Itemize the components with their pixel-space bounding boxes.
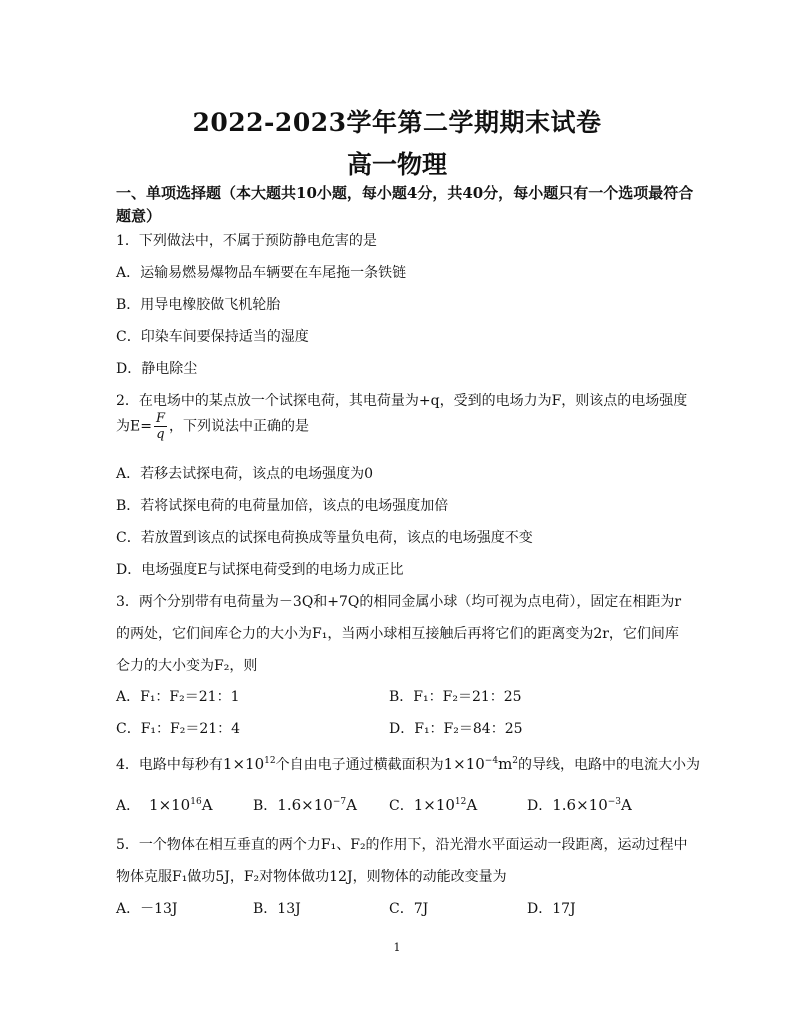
q4-cross-section-unit-exponent: 2 — [512, 756, 519, 766]
q4-electron-count-base: 1×10 — [222, 755, 265, 773]
q4-option-b-unit: A — [346, 796, 357, 814]
q4-electron-count — [223, 755, 276, 773]
q3-option-a: A．F₁：F₂＝21：1 — [116, 689, 240, 705]
page-title: 2022-2023学年第二学期期末试卷 — [192, 108, 602, 137]
q2-option-b: B．若将试探电荷的电荷量加倍，该点的电场强度加倍 — [116, 498, 449, 514]
q4-option-c-base: 1×10 — [413, 796, 455, 814]
q4-option-a-exponent: 16 — [190, 797, 202, 807]
q4-option-d-base: 1.6×10 — [552, 796, 608, 814]
page-number: 1 — [393, 941, 401, 954]
q4-option-a — [116, 795, 213, 815]
q4-option-a-base: 1×10 — [149, 796, 191, 814]
q4-option-a-unit: A — [201, 796, 213, 814]
q2-option-d: D．电场强度E与试探电荷受到的电场力成正比 — [116, 562, 404, 578]
q4-stem-part1: 4．电路中每秒有 — [116, 757, 223, 773]
section-heading: 一、单项选择题（本大题共10小题，每小题4分，共40分，每小题只有一个选项最符合题意） — [116, 184, 694, 225]
q3-stem-line3: 仑力的大小变为F₂，则 — [116, 658, 258, 674]
q2-formula-fraction — [154, 411, 167, 442]
q5-stem-line1: 5．一个物体在相互垂直的两个力F₁、F₂的作用下，沿光滑水平面运动一段距离，运动过程中 — [116, 837, 688, 853]
q4-cross-section — [444, 755, 518, 773]
q4-option-a-label: A． — [116, 798, 141, 814]
q1-option-d: D．静电除尘 — [116, 361, 198, 377]
page-subtitle: 高一物理 — [346, 150, 447, 179]
q4-option-d-exponent: −3 — [607, 797, 622, 807]
q3-stem-line1: 3．两个分别带有电荷量为－3Q和+7Q的相同金属小球（均可视为点电荷），固定在相距为r — [116, 594, 682, 610]
q4-stem-part2: 个自由电子通过横截面积为 — [275, 757, 444, 773]
q2-stem-line2 — [116, 411, 309, 442]
q4-option-d-label: D． — [527, 798, 553, 814]
q5-option-b: B．13J — [253, 901, 301, 917]
q4-option-d-unit: A — [621, 796, 632, 814]
q4-option-b — [253, 795, 357, 815]
q5-option-d: D．17J — [527, 901, 576, 917]
q4-option-c-label: C． — [389, 798, 414, 814]
q4-cross-section-base: 1×10 — [443, 755, 485, 773]
q4-option-b-label: B． — [253, 798, 278, 814]
q4-electron-count-exponent: 12 — [264, 756, 276, 766]
q3-option-b: B．F₁：F₂＝21：25 — [389, 689, 522, 705]
q2-option-c: C．若放置到该点的试探电荷换成等量负电荷，该点的电场强度不变 — [116, 530, 533, 546]
q3-option-d: D．F₁：F₂＝84：25 — [389, 721, 523, 737]
q5-option-c: C．7J — [389, 901, 429, 917]
q4-option-b-exponent: −7 — [332, 797, 347, 807]
q1-option-b: B．用导电橡胶做飞机轮胎 — [116, 297, 281, 313]
q2-stem-line1: 2．在电场中的某点放一个试探电荷，其电荷量为+q，受到的电场力为F，则该点的电场强度 — [116, 393, 688, 409]
q1-stem: 1．下列做法中，不属于预防静电危害的是 — [116, 233, 377, 249]
q2-stem-suffix: ，下列说法中正确的是 — [168, 418, 309, 435]
q2-fraction-denominator: q — [156, 427, 165, 442]
q3-option-c: C．F₁：F₂＝21：4 — [116, 721, 241, 737]
q4-stem-part3: 的导线，电路中的电流大小为 — [518, 757, 701, 773]
q2-fraction-numerator: F — [155, 411, 165, 426]
q2-option-a: A．若移去试探电荷，该点的电场强度为0 — [116, 466, 374, 482]
q4-option-b-base: 1.6×10 — [277, 796, 333, 814]
q4-cross-section-exponent: −4 — [484, 756, 499, 766]
q4-option-c — [389, 795, 477, 815]
q1-option-a: A．运输易燃易爆物品车辆要在车尾拖一条铁链 — [116, 265, 407, 281]
q5-stem-line2: 物体克服F₁做功5J，F₂对物体做功12J，则物体的动能改变量为 — [116, 869, 507, 885]
q4-cross-section-unit: m — [498, 755, 513, 773]
q4-option-c-exponent: 12 — [454, 797, 467, 807]
q4-stem — [116, 754, 700, 774]
q1-option-c: C．印染车间要保持适当的湿度 — [116, 329, 309, 345]
q4-option-c-unit: A — [466, 796, 478, 814]
q5-option-a: A．－13J — [116, 901, 178, 917]
q2-formula-prefix: 为E= — [116, 418, 152, 435]
q4-option-d — [527, 795, 632, 815]
q3-stem-line2: 的两处，它们间库仑力的大小为F₁，当两小球相互接触后再将它们的距离变为2r，它们间库 — [116, 626, 679, 642]
